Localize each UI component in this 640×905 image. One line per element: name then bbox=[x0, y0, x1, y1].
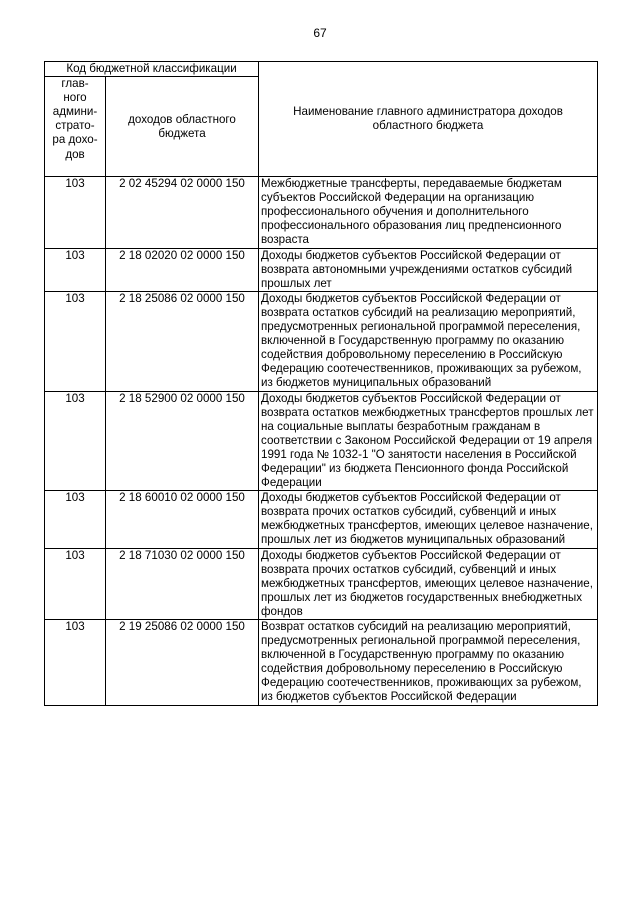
income-name-cell: Возврат остатков субсидий на реализацию мероприятий, предусмотренных региональной программой переселения, включенной в Государственную программу по оказанию содействия добровольному переселению в Российскую Федерацию соотечественников, проживающих за рубежом, из бюджетов субъектов Российской Федерации bbox=[259, 620, 598, 706]
income-code-cell: 2 18 60010 02 0000 150 bbox=[106, 491, 259, 548]
administrator-code-cell: 103 bbox=[45, 248, 106, 291]
income-code-cell: 2 18 52900 02 0000 150 bbox=[106, 391, 259, 491]
header-classification-code: Код бюджетной классификации bbox=[45, 62, 259, 77]
table-row bbox=[45, 491, 598, 548]
budget-classification-table bbox=[44, 61, 598, 706]
administrator-code-cell: 103 bbox=[45, 291, 106, 391]
income-name-cell: Доходы бюджетов субъектов Российской Федерации от возврата автономными учреждениями остатков субсидий прошлых лет bbox=[259, 248, 598, 291]
table-row bbox=[45, 620, 598, 706]
income-code-cell: 2 02 45294 02 0000 150 bbox=[106, 177, 259, 248]
administrator-code-cell: 103 bbox=[45, 548, 106, 619]
administrator-code-cell: 103 bbox=[45, 620, 106, 706]
header-administrator-name: Наименование главного администратора доходов областного бюджета bbox=[259, 62, 598, 177]
income-code-cell: 2 18 25086 02 0000 150 bbox=[106, 291, 259, 391]
income-code-cell: 2 19 25086 02 0000 150 bbox=[106, 620, 259, 706]
income-code-cell: 2 18 71030 02 0000 150 bbox=[106, 548, 259, 619]
table-row bbox=[45, 248, 598, 291]
table-row bbox=[45, 548, 598, 619]
header-chief-administrator-text: глав- ного админи- страто- ра дохо- дов bbox=[52, 77, 98, 161]
income-name-cell: Доходы бюджетов субъектов Российской Федерации от возврата остатков субсидий на реализацию мероприятий, предусмотренных региональной программой переселения, включенной в Государственную программу по оказанию содействия добровольному переселению в Российскую Федерацию соотечественников, проживающих за рубежом, из бюджетов муниципальных образований bbox=[259, 291, 598, 391]
income-name-cell: Доходы бюджетов субъектов Российской Федерации от возврата прочих остатков субсидий, субвенций и иных межбюджетных трансфертов, имеющих целевое назначение, прошлых лет из бюджетов муниципальных образований bbox=[259, 491, 598, 548]
header-row-group bbox=[45, 62, 598, 77]
administrator-code-cell: 103 bbox=[45, 177, 106, 248]
table-row bbox=[45, 291, 598, 391]
header-chief-administrator bbox=[45, 77, 106, 177]
header-regional-income: доходов областного бюджета bbox=[106, 77, 259, 177]
income-name-cell: Доходы бюджетов субъектов Российской Федерации от возврата остатков межбюджетных трансфертов прошлых лет на социальные выплаты безработным гражданам в соответствии с Законом Российской Федерации от 19 апреля 1991 года № 1032-1 "О занятости населения в Российской Федерации" из бюджета Пенсионного фонда Российской Федерации bbox=[259, 391, 598, 491]
administrator-code-cell: 103 bbox=[45, 491, 106, 548]
income-name-cell: Доходы бюджетов субъектов Российской Федерации от возврата прочих остатков субсидий, субвенций и иных межбюджетных трансфертов, имеющих целевое назначение, прошлых лет из бюджетов государственных внебюджетных фондов bbox=[259, 548, 598, 619]
income-name-cell: Межбюджетные трансферты, передаваемые бюджетам субъектов Российской Федерации на организацию профессионального обучения и дополнительного профессионального образования лиц предпенсионного возраста bbox=[259, 177, 598, 248]
page-number: 67 bbox=[313, 26, 327, 40]
table-row bbox=[45, 391, 598, 491]
table-body bbox=[45, 62, 598, 706]
income-code-cell: 2 18 02020 02 0000 150 bbox=[106, 248, 259, 291]
administrator-code-cell: 103 bbox=[45, 391, 106, 491]
table-row bbox=[45, 177, 598, 248]
